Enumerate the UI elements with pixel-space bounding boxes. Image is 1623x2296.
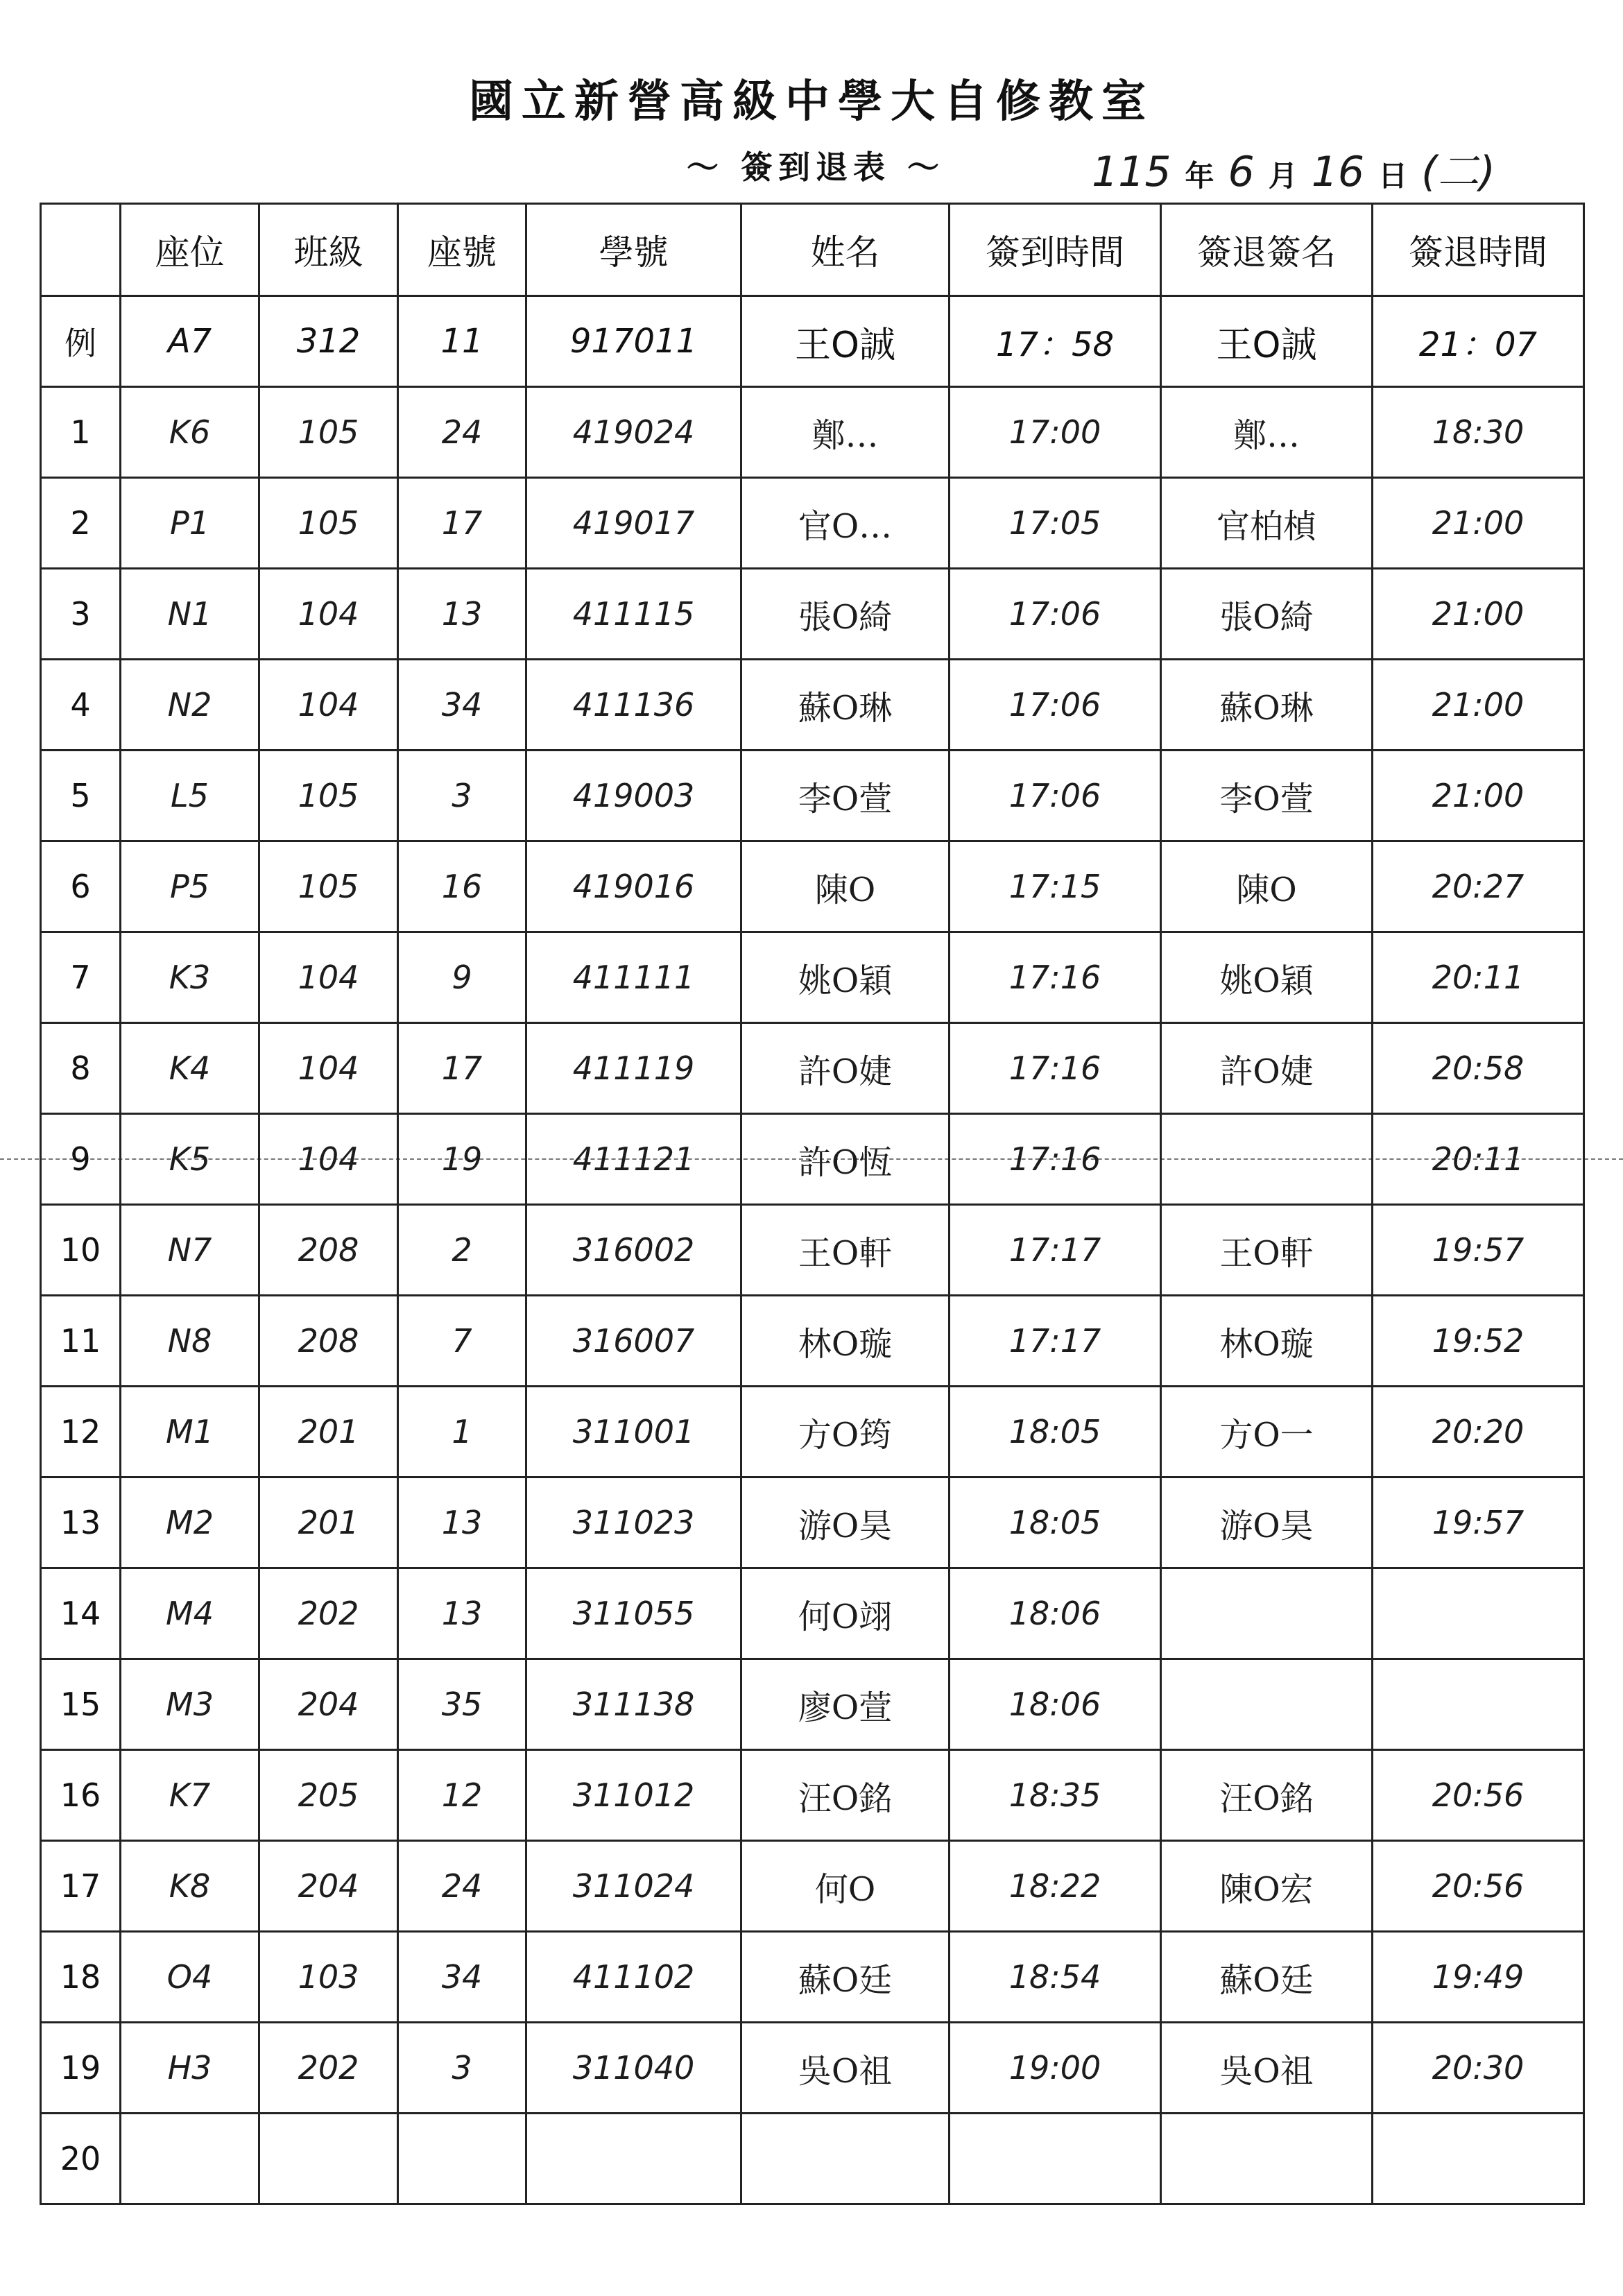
seat-cell: N8 [121,1296,259,1387]
sign-out-time-cell [1373,1568,1584,1659]
class-cell: 205 [259,1750,398,1841]
seat-cell: M2 [121,1477,259,1568]
seat-no-cell: 16 [398,841,526,932]
row-number: 4 [41,660,121,751]
name-cell [741,2114,950,2204]
student-id-cell: 311012 [526,1750,741,1841]
row-number: 例 [41,296,121,387]
sign-in-time-cell: 17:16 [950,1023,1161,1114]
class-cell: 208 [259,1296,398,1387]
sign-out-time-cell: 21:00 [1373,478,1584,569]
seat-no-cell: 17 [398,1023,526,1114]
date-year-label: 年 [1185,159,1214,193]
seat-no-cell: 11 [398,296,526,387]
class-cell: 312 [259,296,398,387]
name-cell: 陳O [741,841,950,932]
table-row [41,751,1584,841]
name-cell: 吳O祖 [741,2023,950,2114]
sign-out-signature-cell: 張O綺 [1161,569,1373,660]
name-cell: 蘇O廷 [741,1932,950,2023]
col-header: 學號 [526,204,741,296]
seat-cell: K6 [121,387,259,478]
class-cell [259,2114,398,2204]
student-id-cell: 311055 [526,1568,741,1659]
sign-out-signature-cell: 王O誠 [1161,296,1373,387]
table-row [41,1841,1584,1932]
sign-in-time-cell: 19:00 [950,2023,1161,2114]
name-cell: 鄭… [741,387,950,478]
seat-no-cell: 13 [398,569,526,660]
sign-out-time-cell: 21:00 [1373,569,1584,660]
col-header: 姓名 [741,204,950,296]
name-cell: 王O誠 [741,296,950,387]
col-header: 座號 [398,204,526,296]
row-number: 15 [41,1659,121,1750]
sign-out-signature-cell: 汪O銘 [1161,1750,1373,1841]
table-row [41,387,1584,478]
sign-out-time-cell: 18:30 [1373,387,1584,478]
sign-out-time-cell: 20:20 [1373,1387,1584,1477]
class-cell: 105 [259,387,398,478]
seat-no-cell: 35 [398,1659,526,1750]
student-id-cell: 419016 [526,841,741,932]
sign-in-time-cell [950,2114,1161,2204]
date-day-label: 日 [1378,159,1408,193]
table-row [41,569,1584,660]
student-id-cell: 311001 [526,1387,741,1477]
sign-out-time-cell: 19:52 [1373,1296,1584,1387]
seat-no-cell: 9 [398,932,526,1023]
table-row [41,2114,1584,2204]
seat-cell: N2 [121,660,259,751]
class-cell: 204 [259,1659,398,1750]
sign-out-signature-cell [1161,2114,1373,2204]
seat-no-cell: 13 [398,1477,526,1568]
date-month: 6 [1228,148,1255,196]
seat-no-cell: 13 [398,1568,526,1659]
seat-cell: K5 [121,1114,259,1205]
sign-out-signature-cell: 姚O穎 [1161,932,1373,1023]
sign-out-time-cell: 19:57 [1373,1477,1584,1568]
table-row [41,1387,1584,1477]
table-row [41,1477,1584,1568]
table-row [41,2023,1584,2114]
seat-no-cell: 1 [398,1387,526,1477]
sign-out-time-cell: 20:30 [1373,2023,1584,2114]
sign-out-signature-cell: 官柏楨 [1161,478,1373,569]
sign-out-signature-cell: 王O軒 [1161,1205,1373,1296]
col-header: 簽退時間 [1373,204,1584,296]
example-row [41,296,1584,387]
name-cell: 許O恆 [741,1114,950,1205]
class-cell: 104 [259,1023,398,1114]
student-id-cell: 411119 [526,1023,741,1114]
row-number: 18 [41,1932,121,2023]
table-row [41,1205,1584,1296]
seat-cell: M3 [121,1659,259,1750]
class-cell: 105 [259,478,398,569]
sign-out-signature-cell [1161,1114,1373,1205]
sign-out-signature-cell [1161,1568,1373,1659]
seat-no-cell: 2 [398,1205,526,1296]
row-number: 2 [41,478,121,569]
sign-out-time-cell: 21：07 [1373,296,1584,387]
table-row [41,841,1584,932]
date-line [1082,139,1505,198]
seat-no-cell: 12 [398,1750,526,1841]
sign-in-time-cell: 17:06 [950,660,1161,751]
student-id-cell: 311040 [526,2023,741,2114]
table-row [41,1114,1584,1205]
student-id-cell: 419003 [526,751,741,841]
sign-out-signature-cell: 陳O宏 [1161,1841,1373,1932]
seat-cell: K3 [121,932,259,1023]
table-row [41,1750,1584,1841]
date-day: 16 [1311,148,1365,196]
name-cell: 方O筠 [741,1387,950,1477]
row-number: 8 [41,1023,121,1114]
sign-in-time-cell: 18:22 [950,1841,1161,1932]
student-id-cell: 411115 [526,569,741,660]
row-number: 3 [41,569,121,660]
sign-out-signature-cell: 林O璇 [1161,1296,1373,1387]
seat-no-cell: 7 [398,1296,526,1387]
seat-cell: P5 [121,841,259,932]
class-cell: 104 [259,660,398,751]
seat-cell [121,2114,259,2204]
student-id-cell: 311023 [526,1477,741,1568]
class-cell: 103 [259,1932,398,2023]
name-cell: 游O昊 [741,1477,950,1568]
student-id-cell: 411121 [526,1114,741,1205]
sign-in-time-cell: 18:06 [950,1568,1161,1659]
student-id-cell: 411102 [526,1932,741,2023]
sign-out-signature-cell: 蘇O琳 [1161,660,1373,751]
sign-out-signature-cell: 游O昊 [1161,1477,1373,1568]
sign-out-time-cell [1373,2114,1584,2204]
sign-out-time-cell [1373,1659,1584,1750]
row-number: 7 [41,932,121,1023]
sign-in-time-cell: 18:05 [950,1477,1161,1568]
seat-no-cell: 19 [398,1114,526,1205]
sign-in-time-cell: 17:05 [950,478,1161,569]
class-cell: 204 [259,1841,398,1932]
name-cell: 何O翊 [741,1568,950,1659]
seat-cell: O4 [121,1932,259,2023]
sign-out-signature-cell: 陳O [1161,841,1373,932]
seat-cell: K7 [121,1750,259,1841]
name-cell: 王O軒 [741,1205,950,1296]
table-row [41,1659,1584,1750]
sign-out-signature-cell: 方O一 [1161,1387,1373,1477]
sign-out-time-cell: 19:57 [1373,1205,1584,1296]
table-row [41,1932,1584,2023]
table-row [41,660,1584,751]
student-id-cell: 316007 [526,1296,741,1387]
name-cell: 林O璇 [741,1296,950,1387]
class-cell: 202 [259,2023,398,2114]
row-number: 12 [41,1387,121,1477]
name-cell: 官O… [741,478,950,569]
sign-in-time-cell: 18:35 [950,1750,1161,1841]
seat-cell: K4 [121,1023,259,1114]
header-row [41,204,1584,296]
col-header: 座位 [121,204,259,296]
sign-out-time-cell: 20:27 [1373,841,1584,932]
seat-cell: M1 [121,1387,259,1477]
student-id-cell: 419024 [526,387,741,478]
sign-in-time-cell: 18:05 [950,1387,1161,1477]
class-cell: 105 [259,751,398,841]
seat-cell: K8 [121,1841,259,1932]
name-cell: 李O萱 [741,751,950,841]
sign-in-time-cell: 17:17 [950,1296,1161,1387]
sign-in-time-cell: 17：58 [950,296,1161,387]
name-cell: 蘇O琳 [741,660,950,751]
name-cell: 姚O穎 [741,932,950,1023]
sign-in-time-cell: 18:54 [950,1932,1161,2023]
sign-in-time-cell: 17:16 [950,932,1161,1023]
table-row [41,1023,1584,1114]
seat-no-cell: 3 [398,751,526,841]
student-id-cell: 316002 [526,1205,741,1296]
student-id-cell: 419017 [526,478,741,569]
class-cell: 104 [259,569,398,660]
seat-no-cell: 17 [398,478,526,569]
class-cell: 104 [259,932,398,1023]
sign-in-time-cell: 17:06 [950,569,1161,660]
sign-out-signature-cell: 李O萱 [1161,751,1373,841]
date-weekday: (二) [1421,148,1495,196]
student-id-cell: 917011 [526,296,741,387]
col-header: 簽到時間 [950,204,1161,296]
sign-out-signature-cell: 蘇O廷 [1161,1932,1373,2023]
row-number: 10 [41,1205,121,1296]
sign-out-time-cell: 20:56 [1373,1841,1584,1932]
table-row [41,1568,1584,1659]
sign-in-time-cell: 17:16 [950,1114,1161,1205]
sign-out-signature-cell: 鄭… [1161,387,1373,478]
name-cell: 張O綺 [741,569,950,660]
name-cell: 許O婕 [741,1023,950,1114]
sign-in-time-cell: 17:17 [950,1205,1161,1296]
sign-out-time-cell: 19:49 [1373,1932,1584,2023]
student-id-cell: 311138 [526,1659,741,1750]
student-id-cell: 411136 [526,660,741,751]
class-cell: 202 [259,1568,398,1659]
table-row [41,932,1584,1023]
table-row [41,478,1584,569]
class-cell: 105 [259,841,398,932]
name-cell: 汪O銘 [741,1750,950,1841]
form-subtitle: ～ 簽到退表 ～ [687,148,945,186]
row-number: 16 [41,1750,121,1841]
class-cell: 104 [259,1114,398,1205]
col-header: 簽退簽名 [1161,204,1373,296]
sign-in-time-cell: 17:15 [950,841,1161,932]
seat-no-cell: 24 [398,1841,526,1932]
table-row [41,1296,1584,1387]
seat-cell: H3 [121,2023,259,2114]
row-number: 6 [41,841,121,932]
seat-cell: L5 [121,751,259,841]
row-number: 17 [41,1841,121,1932]
sign-out-time-cell: 21:00 [1373,660,1584,751]
sign-out-time-cell: 21:00 [1373,751,1584,841]
seat-no-cell: 34 [398,1932,526,2023]
seat-cell: N7 [121,1205,259,1296]
row-number: 19 [41,2023,121,2114]
seat-no-cell [398,2114,526,2204]
seat-cell: M4 [121,1568,259,1659]
row-number: 9 [41,1114,121,1205]
seat-no-cell: 34 [398,660,526,751]
name-cell: 廖O萱 [741,1659,950,1750]
sign-out-signature-cell: 許O婕 [1161,1023,1373,1114]
student-id-cell [526,2114,741,2204]
date-month-label: 月 [1268,159,1298,193]
student-id-cell: 311024 [526,1841,741,1932]
sign-in-time-cell: 18:06 [950,1659,1161,1750]
sign-out-time-cell: 20:56 [1373,1750,1584,1841]
name-cell: 何O [741,1841,950,1932]
row-number: 11 [41,1296,121,1387]
seat-no-cell: 3 [398,2023,526,2114]
date-year: 115 [1092,148,1171,196]
form-title: 國立新營高級中學大自修教室 [469,76,1154,128]
col-header [41,204,121,296]
row-number: 13 [41,1477,121,1568]
sign-out-time-cell: 20:11 [1373,932,1584,1023]
class-cell: 201 [259,1387,398,1477]
sign-in-time-cell: 17:00 [950,387,1161,478]
seat-cell: P1 [121,478,259,569]
seat-no-cell: 24 [398,387,526,478]
class-cell: 201 [259,1477,398,1568]
row-number: 14 [41,1568,121,1659]
row-number: 20 [41,2114,121,2204]
student-id-cell: 411111 [526,932,741,1023]
sign-out-time-cell: 20:11 [1373,1114,1584,1205]
row-number: 1 [41,387,121,478]
sign-out-time-cell: 20:58 [1373,1023,1584,1114]
seat-cell: N1 [121,569,259,660]
sign-in-table [40,203,1585,2205]
col-header: 班級 [259,204,398,296]
sign-in-time-cell: 17:06 [950,751,1161,841]
class-cell: 208 [259,1205,398,1296]
seat-cell: A7 [121,296,259,387]
sign-out-signature-cell: 吳O祖 [1161,2023,1373,2114]
row-number: 5 [41,751,121,841]
sign-out-signature-cell [1161,1659,1373,1750]
